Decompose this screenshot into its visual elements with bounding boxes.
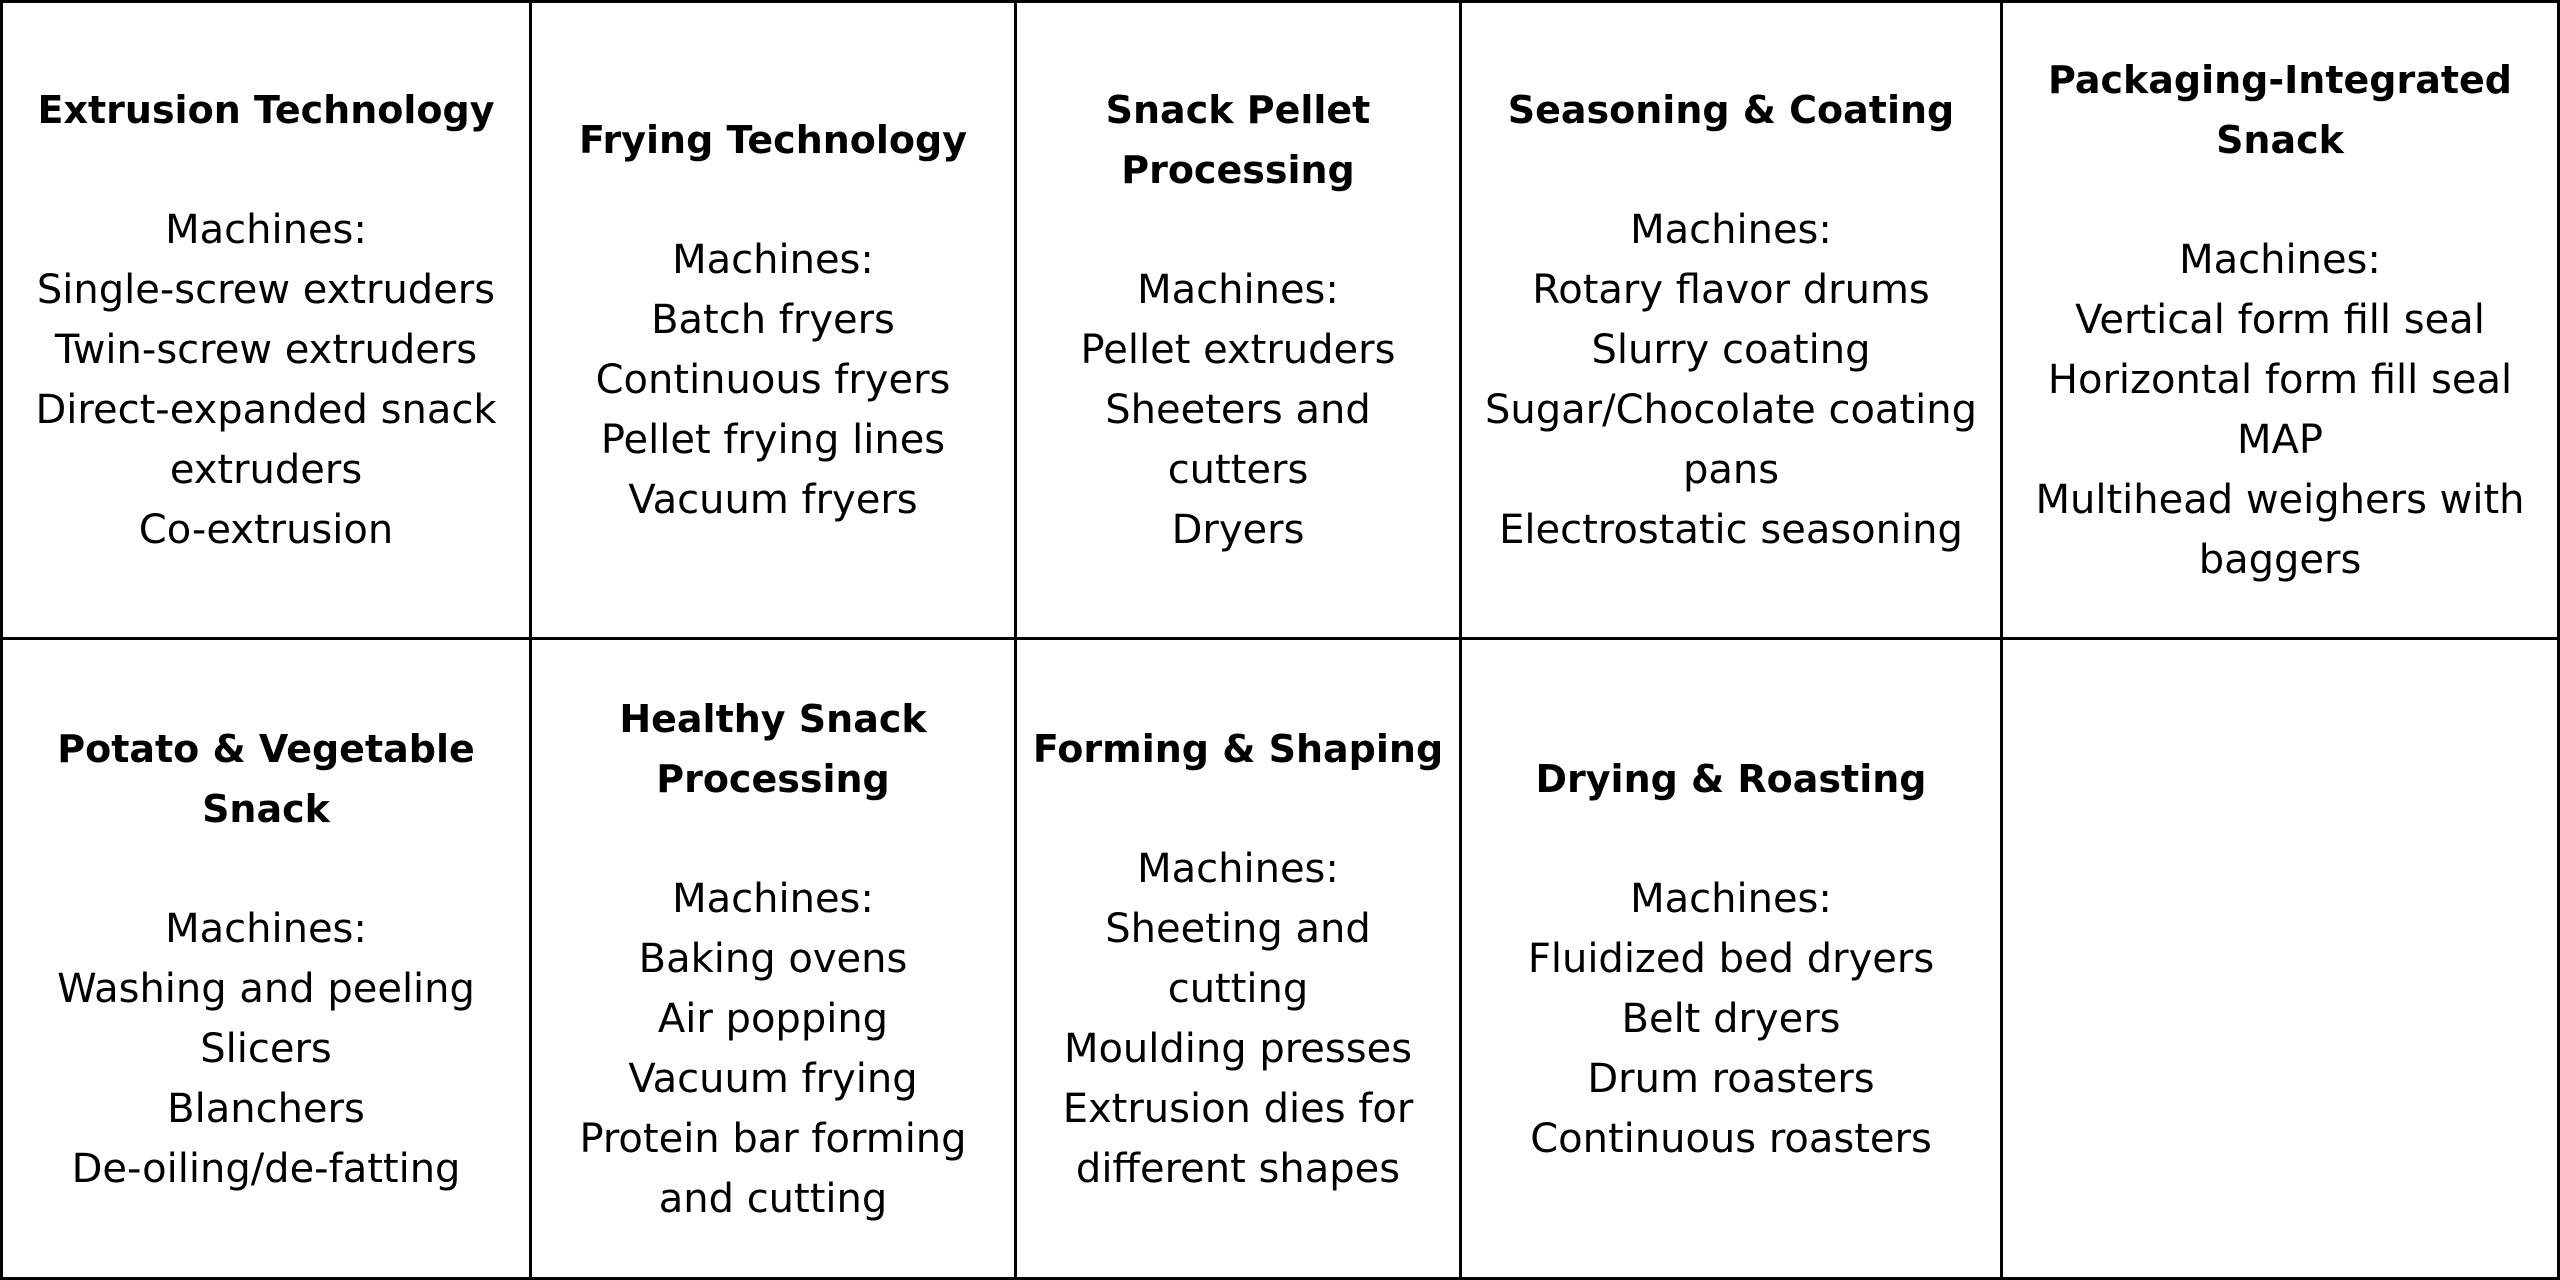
machine-item: Co-extrusion — [138, 507, 394, 553]
machine-item: Vacuum fryers — [628, 477, 918, 523]
machines-label: Machines: — [2179, 237, 2381, 283]
machines-list — [1031, 260, 1445, 560]
machine-item: Horizontal form fill seal — [2047, 357, 2513, 403]
cell-title: Seasoning & Coating — [1507, 88, 1955, 132]
machine-item: Drum roasters — [1587, 1055, 1875, 1102]
machine-item: Extrusion dies for different shapes — [1062, 1085, 1414, 1192]
cell-healthy-snack-processing — [532, 640, 1017, 1277]
machines-list — [2017, 230, 2543, 590]
machine-item: Baking ovens — [638, 935, 908, 982]
machines-label: Machines: — [1630, 207, 1832, 253]
machine-item: Protein bar forming and cutting — [579, 1115, 967, 1222]
cell-forming-shaping — [1017, 640, 1462, 1277]
machine-item: Vertical form fill seal — [2075, 297, 2485, 343]
machine-item: Electrostatic seasoning — [1499, 507, 1963, 553]
machine-item: Sheeters and cutters — [1105, 387, 1371, 493]
machine-item: De-oiling/de-fatting — [71, 1145, 461, 1192]
machine-item: Vacuum frying — [628, 1055, 918, 1102]
machines-list — [17, 200, 515, 560]
machine-item: Slurry coating — [1591, 327, 1871, 373]
machines-list — [1031, 839, 1445, 1199]
machine-item: Batch fryers — [651, 297, 895, 343]
cell-title: Drying & Roasting — [1535, 756, 1927, 801]
machine-item: Dryers — [1171, 507, 1305, 553]
machine-item: Sugar/Chocolate coating pans — [1485, 387, 1977, 493]
cell-empty — [2003, 640, 2557, 1277]
machines-label: Machines: — [672, 237, 874, 283]
machines-label: Machines: — [1630, 875, 1832, 922]
machine-item: Multihead weighers with baggers — [2035, 477, 2525, 583]
cell-potato-vegetable-snack — [3, 640, 532, 1277]
machine-item: Continuous fryers — [595, 357, 951, 403]
machines-list — [57, 899, 475, 1199]
machine-item: Pellet extruders — [1080, 327, 1396, 373]
machine-item: Continuous roasters — [1530, 1115, 1932, 1162]
cell-drying-roasting — [1462, 640, 2003, 1277]
machines-label: Machines: — [1137, 845, 1339, 892]
machine-item: Direct-expanded snack extruders — [35, 387, 497, 493]
cell-title: Frying Technology — [578, 118, 968, 162]
machines-list — [546, 869, 1000, 1229]
machine-item: Slicers — [200, 1025, 332, 1072]
cell-frying-technology — [532, 3, 1017, 640]
cell-seasoning-coating — [1462, 3, 2003, 640]
machine-item: Twin-screw extruders — [54, 327, 478, 373]
machine-item: Air popping — [657, 995, 889, 1042]
machine-item: Single-screw extruders — [36, 267, 496, 313]
machine-item: Washing and peeling — [57, 965, 475, 1012]
machines-list — [1476, 200, 1986, 560]
machine-item: Moulding presses — [1063, 1025, 1413, 1072]
machine-item: Pellet frying lines — [600, 417, 946, 463]
cell-title: Forming & Shaping — [1032, 726, 1444, 771]
machines-label: Machines: — [672, 875, 874, 922]
cell-packaging-integrated-snack — [2003, 3, 2557, 640]
cell-extrusion-technology — [3, 3, 532, 640]
cell-title: Extrusion Technology — [37, 88, 495, 132]
machine-item: Sheeting and cutting — [1105, 905, 1371, 1012]
machines-label: Machines: — [165, 905, 367, 952]
cell-snack-pellet-processing — [1017, 3, 1462, 640]
machine-item: MAP — [2237, 417, 2323, 463]
cell-title: Potato & Vegetable Snack — [57, 726, 475, 831]
machines-list — [1528, 869, 1934, 1169]
machine-item: Fluidized bed dryers — [1527, 935, 1935, 982]
machines-label: Machines: — [1137, 267, 1339, 313]
machine-item: Belt dryers — [1621, 995, 1841, 1042]
machine-item: Rotary flavor drums — [1532, 267, 1930, 313]
machines-list — [596, 230, 951, 530]
cell-title: Snack Pellet Processing — [1105, 88, 1371, 192]
cell-title: Packaging-Integrated Snack — [2047, 58, 2512, 162]
cell-title: Healthy Snack Processing — [619, 696, 927, 801]
machine-item: Blanchers — [167, 1085, 365, 1132]
machines-label: Machines: — [165, 207, 367, 253]
